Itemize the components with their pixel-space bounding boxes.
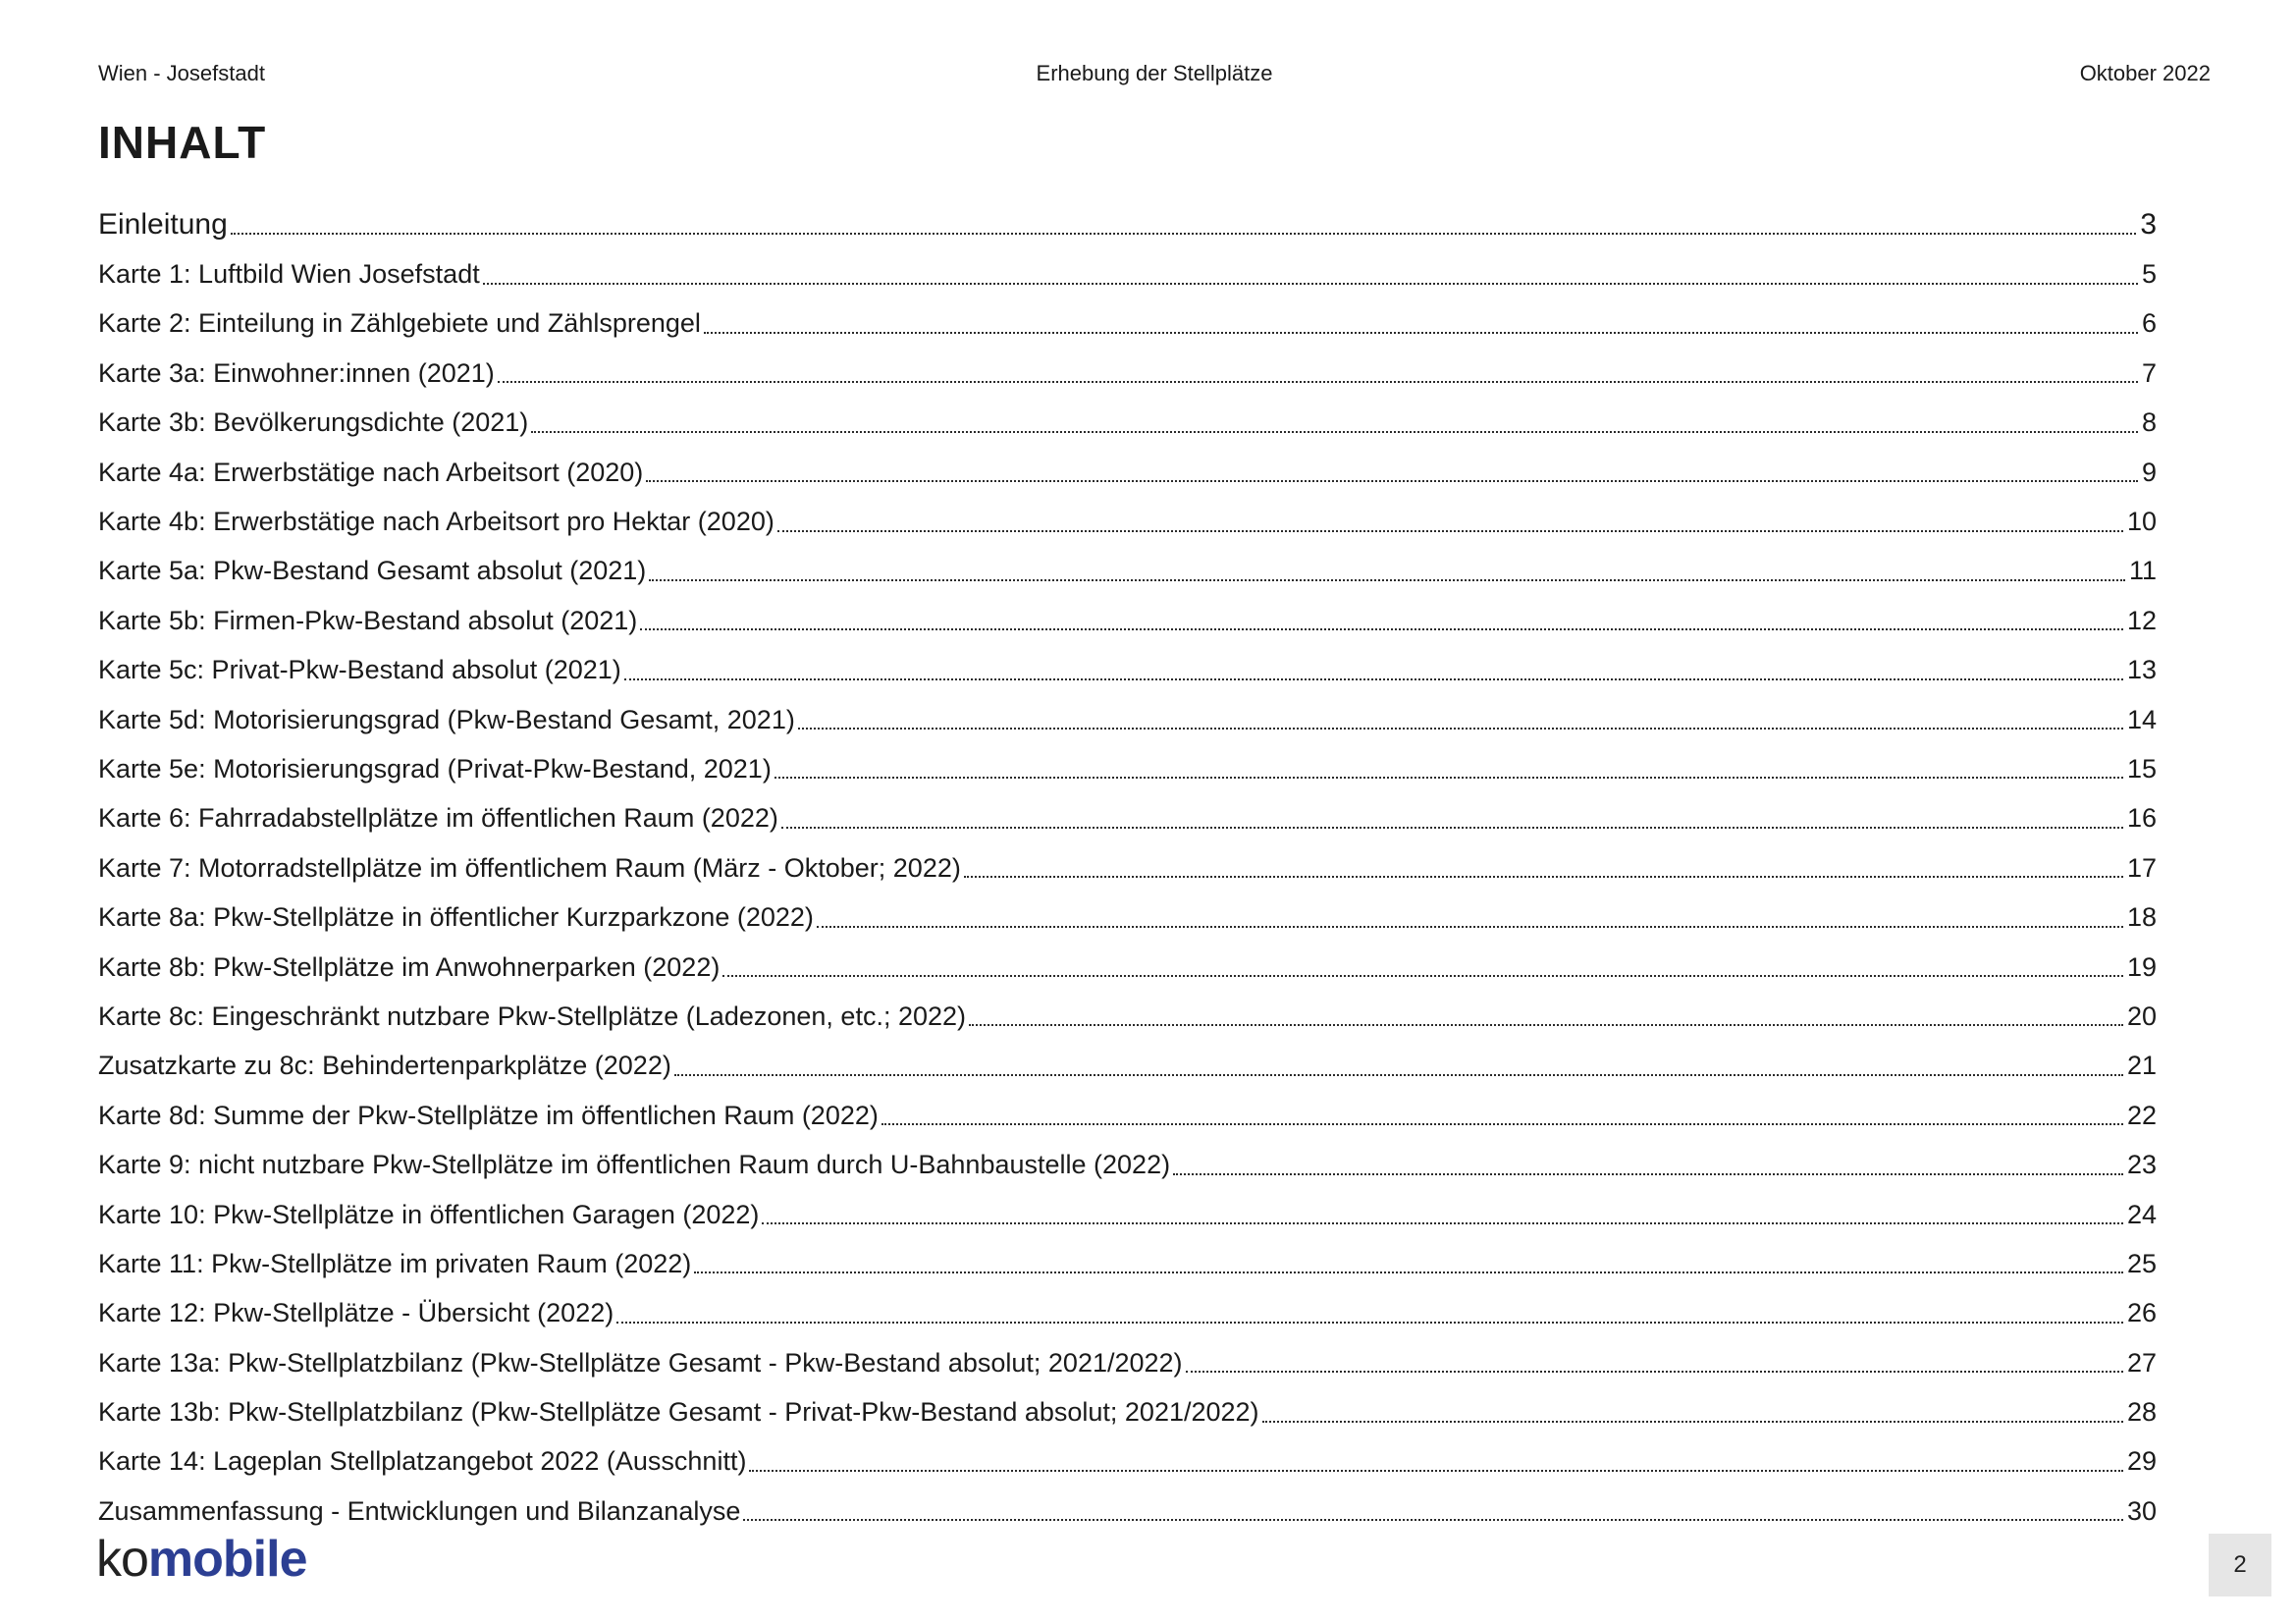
toc-entry[interactable] xyxy=(98,497,2157,546)
toc-entry[interactable] xyxy=(98,448,2157,497)
logo-text-ko: ko xyxy=(96,1531,148,1588)
toc-entry-page: 26 xyxy=(2126,1298,2157,1328)
toc-entry-page: 13 xyxy=(2126,655,2157,685)
page-header xyxy=(98,61,2211,92)
toc-entry[interactable] xyxy=(98,399,2157,448)
toc-entry-page: 15 xyxy=(2126,753,2157,784)
toc-entry-page: 9 xyxy=(2141,457,2157,487)
toc-entry-page: 25 xyxy=(2126,1248,2157,1278)
toc-dot-leader xyxy=(694,1271,2123,1273)
toc-dot-leader xyxy=(640,628,2123,630)
toc-entry[interactable] xyxy=(98,1239,2157,1288)
toc-entry-page: 17 xyxy=(2126,852,2157,883)
toc-dot-leader xyxy=(231,233,2137,235)
toc-dot-leader xyxy=(649,579,2125,581)
page-number: 2 xyxy=(2233,1551,2247,1578)
toc-entry-label: Karte 5d: Motorisierungsgrad (Pkw-Bestand Gesamt, 2021) xyxy=(98,704,795,734)
toc-entry-page: 24 xyxy=(2126,1199,2157,1229)
toc-entry-label: Karte 5b: Firmen-Pkw-Bestand absolut (2021) xyxy=(98,605,638,635)
toc-dot-leader xyxy=(743,1519,2123,1521)
toc-entry-page: 8 xyxy=(2141,407,2157,438)
toc-entry[interactable] xyxy=(98,1190,2157,1239)
toc-entry[interactable] xyxy=(98,1289,2157,1338)
page-number-badge xyxy=(2209,1534,2271,1596)
toc-entry-page: 12 xyxy=(2126,605,2157,635)
toc-entry[interactable] xyxy=(98,249,2157,298)
toc-entry[interactable] xyxy=(98,547,2157,596)
toc-entry-page: 22 xyxy=(2126,1100,2157,1130)
toc-entry-label: Karte 9: nicht nutzbare Pkw-Stellplätze im öffentlichen Raum durch U-Bahnbaustelle (2022) xyxy=(98,1150,1171,1180)
toc-entry-page: 18 xyxy=(2126,902,2157,933)
toc-dot-leader xyxy=(616,1322,2123,1324)
toc-dot-leader xyxy=(774,777,2123,779)
toc-entry-label: Karte 13b: Pkw-Stellplatzbilanz (Pkw-Stellplätze Gesamt - Privat-Pkw-Bestand absolut; 2021/2022) xyxy=(98,1397,1259,1428)
toc-entry-page: 5 xyxy=(2141,259,2157,290)
toc-entry-label: Karte 12: Pkw-Stellplätze - Übersicht (2022) xyxy=(98,1298,614,1328)
toc-entry-label: Karte 7: Motorradstellplätze im öffentlichem Raum (März - Oktober; 2022) xyxy=(98,852,961,883)
toc-entry-page: 7 xyxy=(2141,357,2157,388)
toc-entry-label: Karte 6: Fahrradabstellplätze im öffentlichen Raum (2022) xyxy=(98,803,778,834)
toc-entry-label: Zusatzkarte zu 8c: Behindertenparkplätze (2022) xyxy=(98,1051,671,1081)
toc-entry[interactable] xyxy=(98,893,2157,942)
page-title: INHALT xyxy=(98,117,267,168)
toc-entry-label: Karte 8c: Eingeschränkt nutzbare Pkw-Stellplätze (Ladezonen, etc.; 2022) xyxy=(98,1001,966,1031)
toc-dot-leader xyxy=(646,480,2138,482)
toc-entry-label: Karte 8b: Pkw-Stellplätze im Anwohnerparken (2022) xyxy=(98,951,721,982)
toc-entry[interactable] xyxy=(98,646,2157,695)
toc-entry[interactable] xyxy=(98,1091,2157,1140)
toc-entry-page: 21 xyxy=(2126,1051,2157,1081)
toc-dot-leader xyxy=(969,1024,2123,1026)
toc-entry-label: Karte 11: Pkw-Stellplätze im privaten Raum (2022) xyxy=(98,1248,692,1278)
toc-entry-label: Karte 8a: Pkw-Stellplätze in öffentlicher Kurzparkzone (2022) xyxy=(98,902,814,933)
toc-dot-leader xyxy=(704,332,2138,334)
header-location: Wien - Josefstadt xyxy=(98,61,265,85)
toc-entry-label: Karte 4b: Erwerbstätige nach Arbeitsort pro Hektar (2020) xyxy=(98,507,774,537)
toc-entry[interactable] xyxy=(98,1437,2157,1487)
toc-entry-page: 11 xyxy=(2128,556,2157,586)
toc-dot-leader xyxy=(722,975,2123,977)
toc-entry-label: Karte 13a: Pkw-Stellplatzbilanz (Pkw-Stellplätze Gesamt - Pkw-Bestand absolut; 2021/2022) xyxy=(98,1347,1183,1378)
toc-dot-leader xyxy=(777,530,2123,532)
toc-entry-label: Einleitung xyxy=(98,208,228,242)
header-document-title: Erhebung der Stellplätze xyxy=(1036,61,1273,85)
toc-entry[interactable] xyxy=(98,200,2157,249)
toc-entry-page: 3 xyxy=(2140,208,2157,242)
toc-entry[interactable] xyxy=(98,992,2157,1041)
toc-entry[interactable] xyxy=(98,695,2157,744)
toc-dot-leader xyxy=(1173,1173,2123,1175)
toc-entry[interactable] xyxy=(98,794,2157,843)
toc-dot-leader xyxy=(964,876,2123,878)
toc-dot-leader xyxy=(1262,1421,2123,1423)
table-of-contents xyxy=(98,200,2157,1537)
toc-entry-label: Karte 5e: Motorisierungsgrad (Privat-Pkw-Bestand, 2021) xyxy=(98,753,772,784)
toc-entry[interactable] xyxy=(98,843,2157,893)
toc-entry-label: Karte 1: Luftbild Wien Josefstadt xyxy=(98,259,480,290)
toc-entry-label: Karte 4a: Erwerbstätige nach Arbeitsort (2020) xyxy=(98,457,644,487)
toc-entry-label: Karte 3b: Bevölkerungsdichte (2021) xyxy=(98,407,529,438)
toc-entry[interactable] xyxy=(98,299,2157,349)
toc-entry-label: Karte 8d: Summe der Pkw-Stellplätze im öffentlichen Raum (2022) xyxy=(98,1100,879,1130)
toc-entry[interactable] xyxy=(98,1042,2157,1091)
toc-entry-label: Karte 2: Einteilung in Zählgebiete und Zählsprengel xyxy=(98,308,701,339)
toc-dot-leader xyxy=(762,1222,2123,1224)
toc-entry-label: Zusammenfassung - Entwicklungen und Bilanzanalyse xyxy=(98,1495,741,1526)
toc-dot-leader xyxy=(798,728,2123,730)
toc-entry-page: 10 xyxy=(2126,507,2157,537)
toc-entry-page: 28 xyxy=(2126,1397,2157,1428)
toc-dot-leader xyxy=(498,381,2138,383)
toc-dot-leader xyxy=(674,1074,2123,1076)
header-date: Oktober 2022 xyxy=(2079,61,2211,85)
toc-entry[interactable] xyxy=(98,1140,2157,1189)
toc-entry-label: Karte 5c: Privat-Pkw-Bestand absolut (2021) xyxy=(98,655,621,685)
komobile-logo xyxy=(96,1531,307,1588)
toc-entry-label: Karte 10: Pkw-Stellplätze in öffentlichen Garagen (2022) xyxy=(98,1199,760,1229)
toc-entry-page: 27 xyxy=(2126,1347,2157,1378)
toc-entry-label: Karte 14: Lageplan Stellplatzangebot 2022 (Ausschnitt) xyxy=(98,1446,747,1477)
toc-entry-page: 20 xyxy=(2126,1001,2157,1031)
toc-dot-leader xyxy=(817,926,2123,928)
toc-dot-leader xyxy=(1186,1371,2123,1373)
toc-dot-leader xyxy=(483,283,2138,285)
toc-entry[interactable] xyxy=(98,744,2157,793)
toc-entry-page: 29 xyxy=(2126,1446,2157,1477)
toc-entry[interactable] xyxy=(98,1387,2157,1436)
toc-entry-page: 23 xyxy=(2126,1150,2157,1180)
toc-entry-page: 19 xyxy=(2126,951,2157,982)
toc-entry[interactable] xyxy=(98,596,2157,645)
toc-dot-leader xyxy=(749,1470,2123,1472)
toc-entry-label: Karte 3a: Einwohner:innen (2021) xyxy=(98,357,495,388)
toc-dot-leader xyxy=(781,827,2123,829)
toc-entry[interactable] xyxy=(98,349,2157,398)
toc-entry-page: 30 xyxy=(2126,1495,2157,1526)
toc-entry-page: 6 xyxy=(2141,308,2157,339)
toc-entry[interactable] xyxy=(98,1487,2157,1536)
toc-entry-label: Karte 5a: Pkw-Bestand Gesamt absolut (2021) xyxy=(98,556,647,586)
toc-dot-leader xyxy=(531,431,2138,433)
toc-dot-leader xyxy=(881,1123,2123,1125)
toc-dot-leader xyxy=(624,678,2123,680)
toc-entry-page: 14 xyxy=(2126,704,2157,734)
toc-entry[interactable] xyxy=(98,943,2157,992)
toc-entry-page: 16 xyxy=(2126,803,2157,834)
toc-entry[interactable] xyxy=(98,1338,2157,1387)
logo-text-mobile: mobile xyxy=(147,1531,307,1588)
